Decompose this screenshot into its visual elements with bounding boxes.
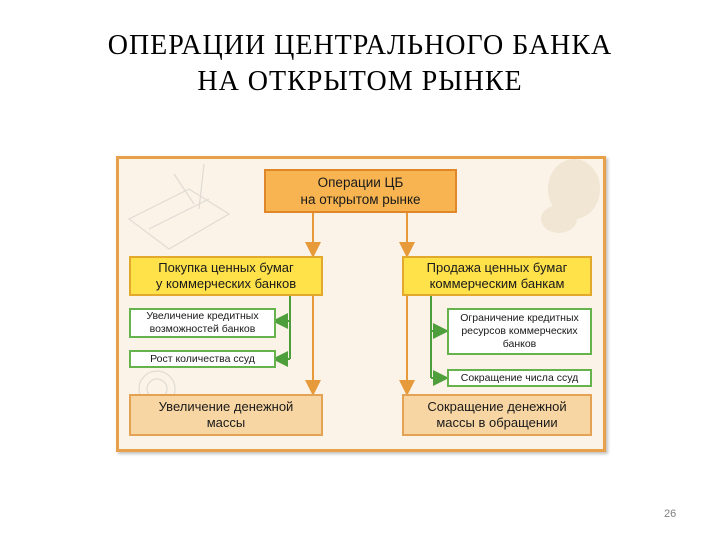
- node-sell-securities-label: Продажа ценных бумаг коммерческим банкам: [426, 260, 568, 291]
- page-number: 26: [664, 508, 677, 520]
- left-effects-connector: [276, 296, 290, 359]
- node-open-market-operations-label: Операции ЦБ на открытом рынке: [300, 175, 421, 207]
- node-limit-credit-resources-label: Ограничение кредитных ресурсов коммерческих банков: [460, 312, 579, 350]
- node-buy-securities: [129, 256, 323, 296]
- node-limit-credit-resources: [447, 308, 592, 355]
- diagram-figure: [116, 156, 606, 452]
- node-increase-credit-capacity: [129, 308, 276, 338]
- node-open-market-operations: [264, 169, 457, 213]
- node-loan-growth: [129, 350, 276, 368]
- slide-title-line-2: НА ОТКРЫТОМ РЫНКЕ: [197, 66, 523, 97]
- node-money-supply-decrease: [402, 394, 592, 436]
- node-loan-reduction-label: Сокращение числа ссуд: [460, 371, 579, 384]
- node-sell-securities: [402, 256, 592, 296]
- node-money-supply-decrease-label: Сокращение денежной массы в обращении: [427, 399, 567, 430]
- node-buy-securities-label: Покупка ценных бумаг у коммерческих банков: [155, 260, 297, 291]
- right-effects-connector: [431, 296, 445, 378]
- node-loan-reduction: [447, 369, 592, 387]
- slide-title: [0, 28, 720, 100]
- node-loan-growth-label: Рост количества ссуд: [150, 352, 255, 365]
- node-increase-credit-capacity-label: Увеличение кредитных возможностей банков: [146, 310, 259, 335]
- node-money-supply-increase: [129, 394, 323, 436]
- node-money-supply-increase-label: Увеличение денежной массы: [158, 399, 294, 430]
- slide-title-line-1: ОПЕРАЦИИ ЦЕНТРАЛЬНОГО БАНКА: [107, 30, 613, 61]
